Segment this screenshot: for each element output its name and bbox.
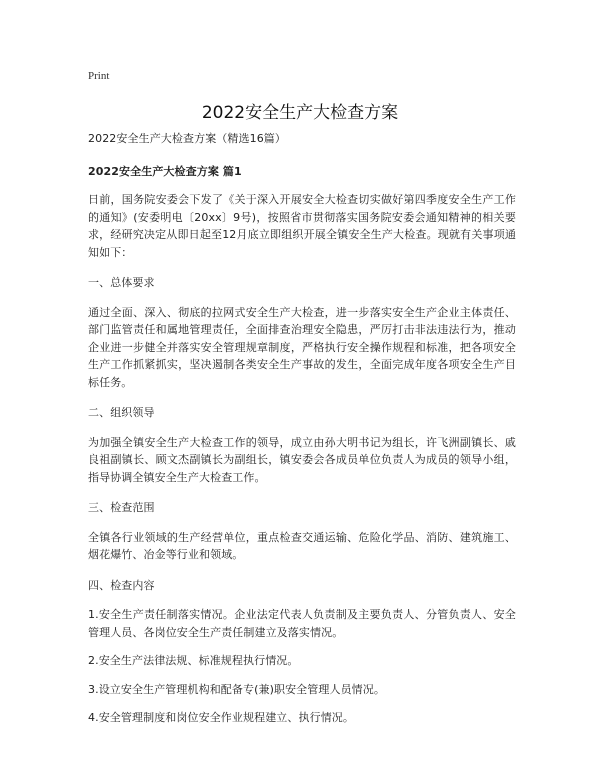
section-paragraph: 全镇各行业领域的生产经营单位，重点检查交通运输、危险化学品、消防、建筑施工、烟花爆竹、冶金等行业和领域。	[88, 530, 516, 561]
section-heading-organization: 二、组织领导	[88, 406, 155, 419]
list-item: 3.设立安全生产管理机构和配备专(兼)职安全管理人员情况。	[88, 682, 385, 696]
section-heading-scope: 三、检查范围	[88, 501, 155, 514]
document-subtitle: 2022安全生产大检查方案（精选16篇）	[88, 132, 286, 145]
print-label: Print	[88, 70, 110, 82]
article-heading: 2022安全生产大检查方案 篇1	[88, 164, 242, 178]
page-title: 2022安全生产大检查方案	[201, 103, 399, 123]
list-item: 4.安全管理制度和岗位安全作业规程建立、执行情况。	[88, 711, 354, 724]
intro-paragraph: 日前，国务院安委会下发了《关于深入开展安全大检查切实做好第四季度安全生产工作的通知》(安委明电〔20xx〕9号)，按照省市贯彻落实国务院安委会通知精神的相关要求，经研究决定从即日起至12月底立即组织开展全镇安全生产大检查。现就有关事项通知如下：	[88, 193, 516, 259]
document-body	[88, 130, 516, 738]
list-item: 1.安全生产责任制落实情况。企业法定代表人负责制及主要负责人、分管负责人、安全管理人员、各岗位安全生产责任制建立及落实情况。	[88, 608, 516, 639]
section-paragraph: 为加强全镇安全生产大检查工作的领导，成立由孙大明书记为组长，许飞洲副镇长、戚良祖副镇长、顾文杰副镇长为副组长，镇安委会各成员单位负责人为成员的领导小组，指导协调全镇安全生产大检查工作。	[88, 435, 516, 484]
section-heading-general-requirements: 一、总体要求	[88, 276, 155, 289]
section-paragraph: 通过全面、深入、彻底的拉网式安全生产大检查，进一步落实安全生产企业主体责任、部门监管责任和属地管理责任，全面排查治理安全隐患，严厉打击非法违法行为，推动企业进一步健全并落实安全管理规章制度，严格执行安全操作规程和标准，把各项安全生产工作抓紧抓实，坚决遏制各类安全生产事故的发生，全面完成年度各项安全生产目标任务。	[88, 305, 516, 389]
list-item: 2.安全生产法律法规、标准规程执行情况。	[88, 654, 299, 667]
section-heading-content: 四、检查内容	[88, 578, 155, 592]
